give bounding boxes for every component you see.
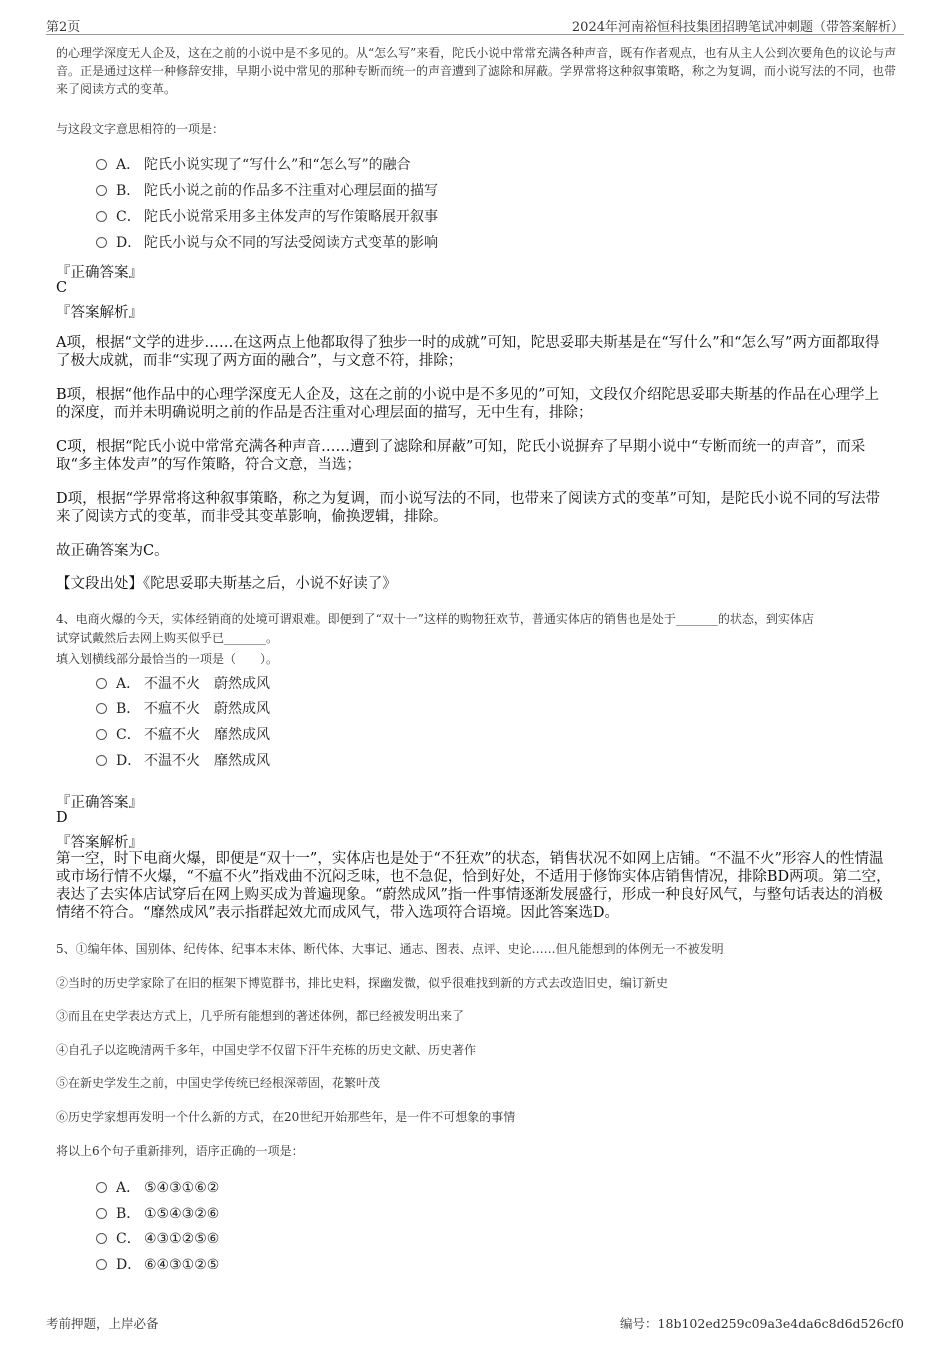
radio-icon[interactable] — [96, 703, 107, 714]
q4-option-b[interactable]: B． 不瘟不火 蔚然成风 — [96, 698, 270, 718]
q5-sentence-2: ②当时的历史学家除了在旧的框架下博览群书，排比史料，探幽发微，似乎很难找到新的方式去改造旧史，编订新史 — [56, 976, 669, 990]
q5-prompt: 将以上6个句子重新排列，语序正确的一项是： — [56, 1144, 304, 1158]
q5-sentence-5: ⑤在新史学发生之前，中国史学传统已经根深蒂固，花繁叶茂 — [56, 1076, 381, 1090]
q3-analysis-b: B项，根据“他作品中的心理学深度无人企及，这在之前的小说中是不多见的”可知，文段仅介绍陀思妥耶夫斯基的作品在心理学上的深度，而并未明确说明之前的作品是否注重对心理层面的描写，无中生有，排除； — [56, 387, 879, 421]
q3-answer-label: 『正确答案』 — [56, 265, 143, 281]
q3-option-b[interactable]: B． 陀氏小说之前的作品多不注重对心理层面的描写 — [96, 180, 438, 200]
q4-analysis: 第一空，时下电商火爆，即便是“双十一”，实体店也是处于“不狂欢”的状态，销售状况不如网上店铺。“不温不火”形容人的性情温或市场行情不火爆，“不瘟不火”指戏曲不沉闷乏味，也不急促，恰到好处，不适用于修饰实体店销售情况，排除BD两项。第二空，表达了去实体店试穿后在网上购买成为普遍现象。“蔚然成风”指一件事情逐渐发展盛行，形成一种良好风气，与整句话表达的消极情绪不符合。“靡然成风”表示指群起效尤而成风气，带入选项符合语境。因此答案选D。 — [56, 851, 891, 921]
radio-icon[interactable] — [96, 755, 107, 766]
q3-answer: C — [56, 280, 68, 296]
q4-prompt: 填入划横线部分最恰当的一项是（ ）。 — [56, 652, 279, 666]
radio-icon[interactable] — [96, 211, 107, 222]
q3-source: 【文段出处】《陀思妥耶夫斯基之后，小说不好读了》 — [56, 576, 397, 592]
q5-sentence-3: ③而且在史学表达方式上，几乎所有能想到的著述体例，都已经被发明出来了 — [56, 1009, 465, 1023]
q5-option-b[interactable]: B． ①⑤④③②⑥ — [96, 1203, 219, 1223]
q3-analysis-d: D项，根据“学界常将这种叙事策略，称之为复调，而小说写法的不同，也带来了阅读方式的变革”可知，是陀氏小说不同的写法带来了阅读方式的变革，而非受其变革影响，偷换逻辑，排除。 — [56, 491, 880, 525]
document-title: 2024年河南裕恒科技集团招聘笔试冲刺题（带答案解析） — [571, 20, 904, 35]
radio-icon[interactable] — [96, 678, 107, 689]
radio-icon[interactable] — [96, 237, 107, 248]
q5-option-c[interactable]: C． ④③①②⑤⑥ — [96, 1228, 219, 1248]
q4-analysis-label: 『答案解析』 — [56, 835, 143, 851]
radio-icon[interactable] — [96, 185, 107, 196]
q3-analysis-a: A项，根据“文学的进步……在这两点上他都取得了独步一时的成就”可知，陀思妥耶夫斯基是在“写什么”和“怎么写”两方面都取得了极大成就，而非“实现了两方面的融合”，与文意不符，排除； — [56, 335, 880, 369]
q4-answer: D — [56, 810, 68, 826]
q5-sentence-4: ④自孔子以迄晚清两千多年，中国史学不仅留下汗牛充栋的历史文献、历史著作 — [56, 1043, 477, 1057]
radio-icon[interactable] — [96, 1208, 107, 1219]
radio-icon[interactable] — [96, 1182, 107, 1193]
q3-analysis-label: 『答案解析』 — [56, 305, 143, 321]
q5-sentence-6: ⑥历史学家想再发明一个什么新的方式，在20世纪开始那些年，是一件不可想象的事情 — [56, 1110, 516, 1124]
q4-option-a[interactable]: A． 不温不火 蔚然成风 — [96, 673, 270, 693]
radio-icon[interactable] — [96, 159, 107, 170]
q3-analysis-c: C项，根据“陀氏小说中常常充满各种声音……遭到了滤除和屏蔽”可知，陀氏小说摒弃了早期小说中“专断而统一的声音”，而采取“多主体发声”的写作策略，符合文意，当选； — [56, 439, 866, 473]
q5-sentence-1: 5、①编年体、国别体、纪传体、纪事本末体、断代体、大事记、通志、图表、点评、史论……但凡能想到的体例无一不被发明 — [56, 942, 724, 956]
intro-passage: 的心理学深度无人企及，这在之前的小说中是不多见的。从“怎么写”来看，陀氏小说中常常充满各种声音，既有作者观点，也有从主人公到次要角色的议论与声音。正是通过这样一种修辞安排，早期小说中常见的那种专断而统一的声音遭到了滤除和屏蔽。学界常将这种叙事策略，称之为复调，而小说写法的不同，也带来了阅读方式的变革。 — [56, 46, 897, 96]
q3-option-a[interactable]: A． 陀氏小说实现了“写什么”和“怎么写”的融合 — [96, 154, 411, 174]
q4-option-c[interactable]: C． 不瘟不火 靡然成风 — [96, 724, 270, 744]
q5-option-d[interactable]: D． ⑥④③①②⑤ — [96, 1254, 219, 1274]
q3-option-d[interactable]: D． 陀氏小说与众不同的写法受阅读方式变革的影响 — [96, 232, 438, 252]
radio-icon[interactable] — [96, 1233, 107, 1244]
footer-slogan: 考前押题，上岸必备 — [46, 1316, 159, 1331]
page-header — [46, 14, 904, 35]
page-footer — [46, 1314, 904, 1332]
page-number: 第2页 — [46, 20, 81, 35]
q5-option-a[interactable]: A． ⑤④③①⑥② — [96, 1177, 219, 1197]
footer-serial: 编号：18b102ed259c09a3e4da6c8d6d526cf0 — [620, 1316, 904, 1331]
q4-stem-line1: 4、电商火爆的今天，实体经销商的处境可谓艰难。即便到了“双十一”这样的购物狂欢节，普通实体店的销售也是处于_______的状态，到实体店 — [56, 612, 814, 626]
q3-stem: 与这段文字意思相符的一项是： — [56, 122, 225, 136]
radio-icon[interactable] — [96, 1259, 107, 1270]
radio-icon[interactable] — [96, 729, 107, 740]
q4-answer-label: 『正确答案』 — [56, 795, 143, 811]
q3-conclusion: 故正确答案为C。 — [56, 543, 169, 559]
q3-option-c[interactable]: C． 陀氏小说常采用多主体发声的写作策略展开叙事 — [96, 206, 438, 226]
q4-stem-line2: 试穿试戴然后去网上购买似乎已_______。 — [56, 631, 279, 645]
q4-option-d[interactable]: D． 不温不火 靡然成风 — [96, 750, 270, 770]
